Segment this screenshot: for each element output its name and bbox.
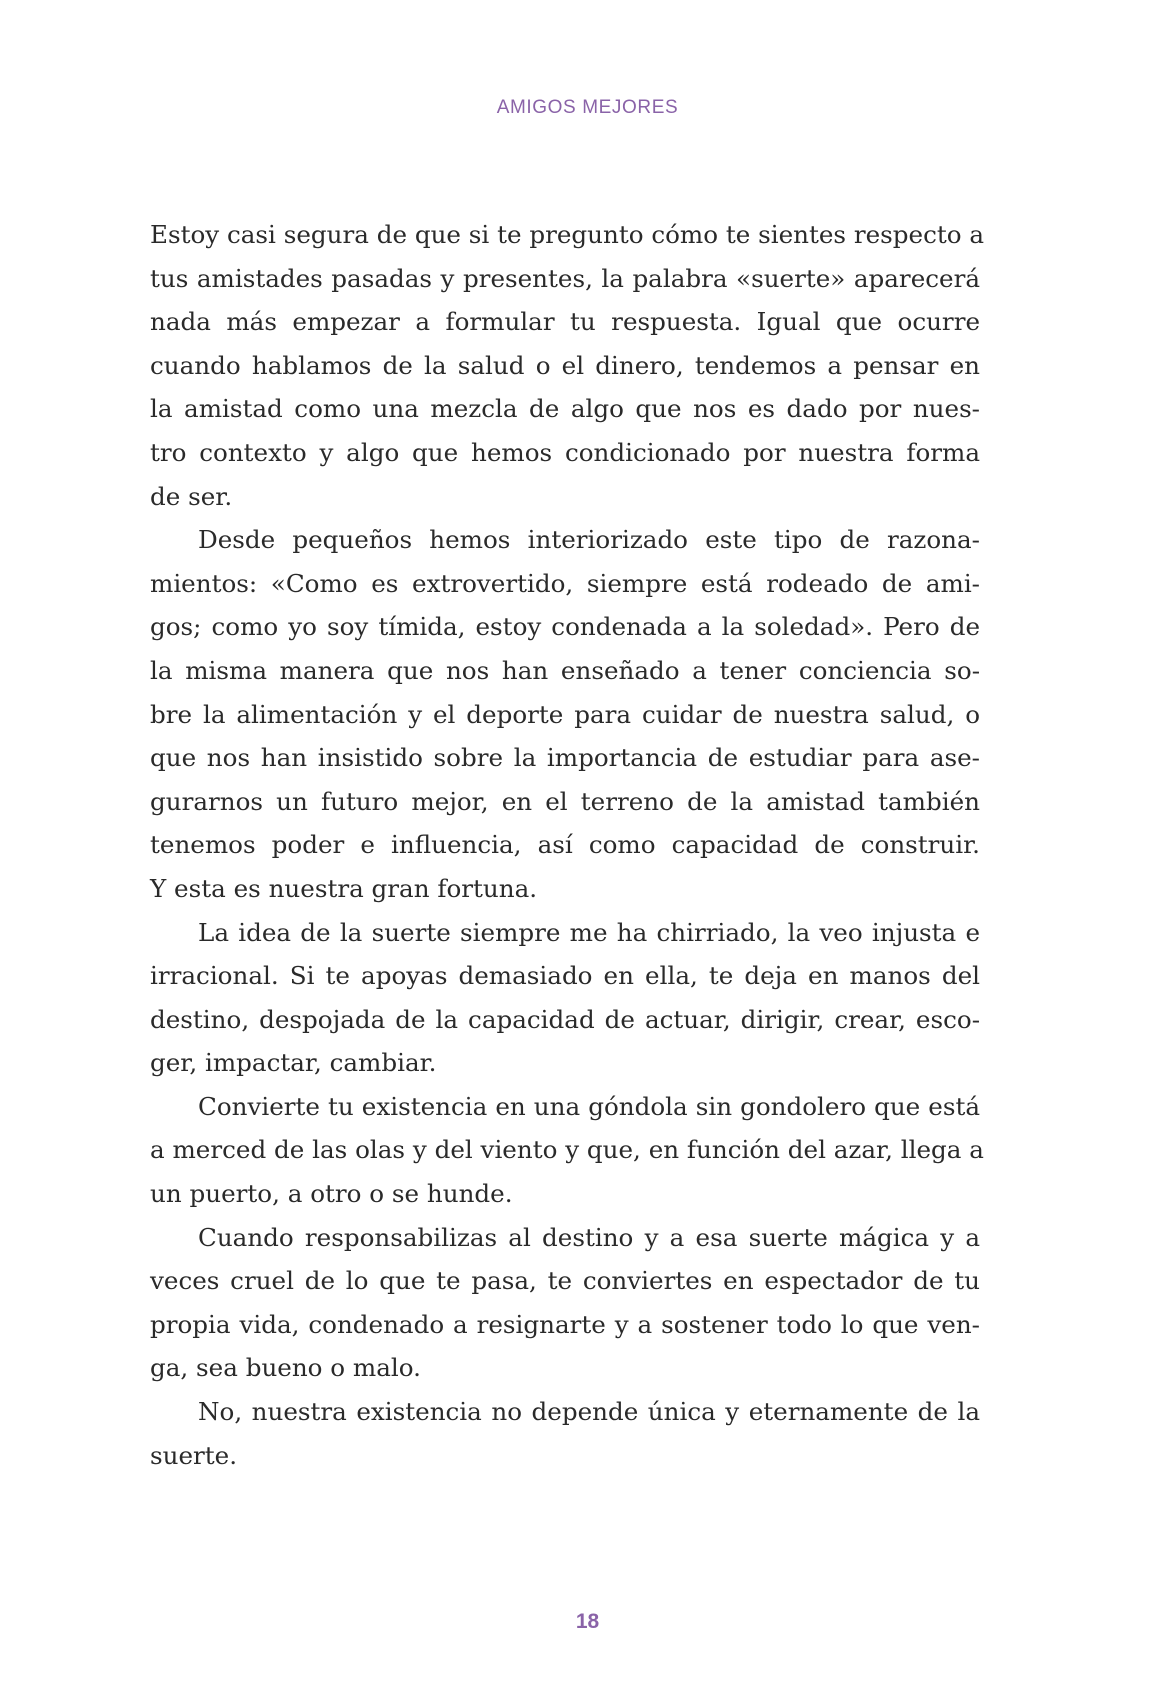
paragraph-3 [150,911,980,1085]
text-line: bre la alimentación y el deporte para cuidar de nuestra salud, o [150,699,980,729]
running-head: AMIGOS MEJORES [496,97,679,118]
text-line: Estoy casi segura de que si te pregunto cómo te sientes respecto a [150,220,985,249]
text-line: tenemos poder e influencia, así como capacidad de construir. [150,830,980,860]
text-line: tus amistades pasadas y presentes, la palabra «suerte» aparecerá [150,263,980,293]
text-line: ga, sea bueno o malo. [150,1353,421,1383]
text-line: la misma manera que nos han enseñado a tener conciencia so- [150,655,980,685]
text-line: Y esta es nuestra gran fortuna. [150,873,538,903]
text-line: cuando hablamos de la salud o el dinero, tendemos a pensar en [150,350,980,380]
text-line: la amistad como una mezcla de algo que nos es dado por nues- [150,394,980,424]
body-text [150,213,985,1477]
text-line: destino, despojada de la capacidad de actuar, dirigir, crear, esco- [150,1004,980,1034]
text-line: mientos: «Como es extrovertido, siempre está rodeado de ami- [150,568,980,598]
text-line: nada más empezar a formular tu respuesta. Igual que ocurre [150,307,980,337]
paragraph-1 [150,213,985,518]
text-line: suerte. [150,1440,238,1470]
text-line: gos; como yo soy tímida, estoy condenada a la soledad». Pero de [150,612,980,642]
page-number: 18 [575,1610,600,1633]
text-line: un puerto, a otro o se hunde. [150,1179,513,1209]
paragraph-5 [150,1216,980,1390]
text-line: gurarnos un futuro mejor, en el terreno de la amistad también [150,786,980,816]
text-line: veces cruel de lo que te pasa, te conviertes en espectador de tu [150,1266,980,1296]
text-line: a merced de las olas y del viento y que, en función del azar, llega a [150,1135,984,1165]
paragraph-4 [150,1085,984,1216]
text-line: de ser. [150,481,233,511]
text-line: tro contexto y algo que hemos condicionado por nuestra forma [150,437,980,467]
text-line: No, nuestra existencia no depende única y eternamente de la [198,1397,980,1427]
text-line: que nos han insistido sobre la importancia de estudiar para ase- [150,743,980,773]
paragraph-6 [150,1390,980,1477]
text-line: propia vida, condenado a resignarte y a sostener todo lo que ven- [150,1309,980,1339]
text-line: Desde pequeños hemos interiorizado este tipo de razona- [198,525,980,555]
paragraph-2 [150,518,980,910]
text-line: Cuando responsabilizas al destino y a esa suerte mágica y a [198,1222,980,1252]
text-line: irracional. Si te apoyas demasiado en ella, te deja en manos del [150,961,980,991]
text-line: Convierte tu existencia en una góndola sin gondolero que está [198,1091,980,1121]
text-line: La idea de la suerte siempre me ha chirriado, la veo injusta e [198,917,980,947]
text-line: ger, impactar, cambiar. [150,1048,437,1078]
